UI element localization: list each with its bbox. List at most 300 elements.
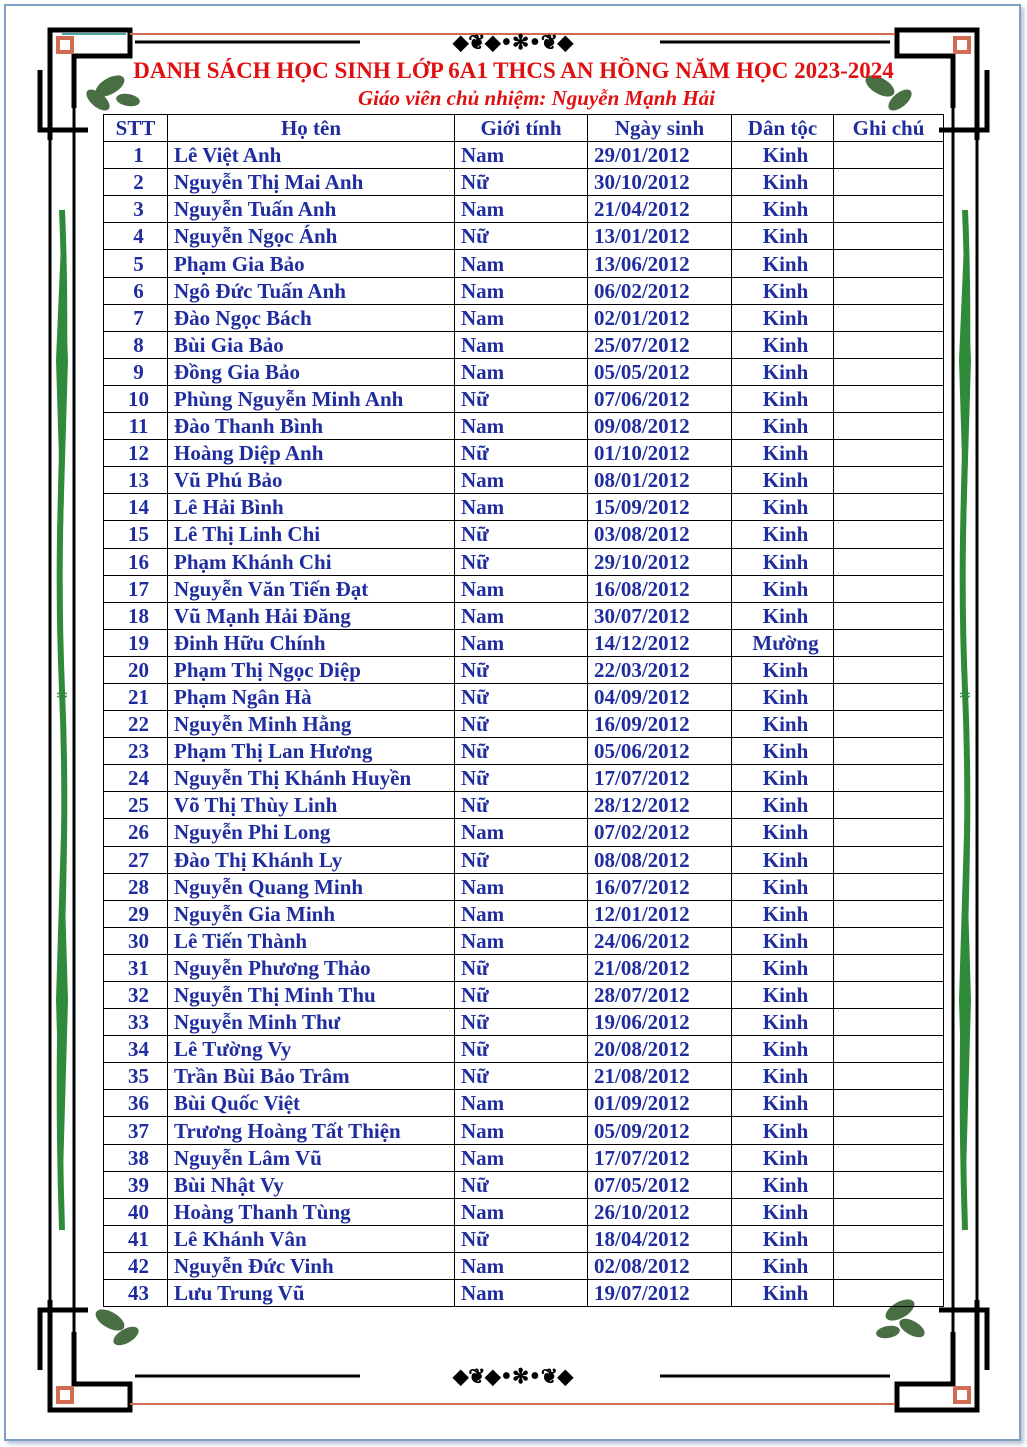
cell-ethnicity: Kinh (732, 711, 834, 738)
cell-stt: 19 (104, 629, 168, 656)
cell-stt: 3 (104, 196, 168, 223)
cell-full-name: Võ Thị Thùy Linh (168, 792, 455, 819)
table-row (104, 1036, 944, 1063)
cell-stt: 34 (104, 1036, 168, 1063)
cell-date-of-birth: 08/01/2012 (588, 467, 732, 494)
corner-ornament-bottom-right (897, 1300, 987, 1410)
cell-full-name: Lê Khánh Vân (168, 1225, 455, 1252)
cell-note (834, 711, 944, 738)
cell-ethnicity: Kinh (732, 846, 834, 873)
cell-full-name: Nguyễn Minh Hằng (168, 711, 455, 738)
table-row (104, 846, 944, 873)
cell-ethnicity: Kinh (732, 900, 834, 927)
table-row (104, 900, 944, 927)
cell-ethnicity: Kinh (732, 738, 834, 765)
header-gender: Giới tính (455, 115, 588, 142)
table-row (104, 1090, 944, 1117)
cell-full-name: Lê Tiến Thành (168, 927, 455, 954)
cell-ethnicity: Kinh (732, 494, 834, 521)
cell-gender: Nam (455, 358, 588, 385)
cell-stt: 13 (104, 467, 168, 494)
cell-date-of-birth: 05/05/2012 (588, 358, 732, 385)
cell-note (834, 954, 944, 981)
cell-ethnicity: Kinh (732, 358, 834, 385)
cell-gender: Nam (455, 250, 588, 277)
cell-date-of-birth: 24/06/2012 (588, 927, 732, 954)
cell-stt: 8 (104, 331, 168, 358)
table-row (104, 196, 944, 223)
table-row (104, 1280, 944, 1307)
cell-gender: Nữ (455, 223, 588, 250)
cell-ethnicity: Kinh (732, 1036, 834, 1063)
cell-full-name: Nguyễn Thị Mai Anh (168, 169, 455, 196)
table-row (104, 1171, 944, 1198)
cell-stt: 36 (104, 1090, 168, 1117)
cell-note (834, 250, 944, 277)
cell-full-name: Phạm Gia Bảo (168, 250, 455, 277)
cell-gender: Nam (455, 1117, 588, 1144)
cell-ethnicity: Kinh (732, 1225, 834, 1252)
cell-ethnicity: Kinh (732, 440, 834, 467)
table-row (104, 711, 944, 738)
cell-note (834, 1090, 944, 1117)
cell-stt: 21 (104, 683, 168, 710)
cell-full-name: Phạm Khánh Chi (168, 548, 455, 575)
cell-stt: 43 (104, 1280, 168, 1307)
cell-date-of-birth: 16/07/2012 (588, 873, 732, 900)
cell-full-name: Lê Thị Linh Chi (168, 521, 455, 548)
table-row (104, 250, 944, 277)
table-row (104, 521, 944, 548)
table-row (104, 223, 944, 250)
cell-full-name: Trần Bùi Bảo Trâm (168, 1063, 455, 1090)
cell-gender: Nữ (455, 521, 588, 548)
cell-gender: Nam (455, 1090, 588, 1117)
cell-date-of-birth: 01/10/2012 (588, 440, 732, 467)
cell-full-name: Phạm Thị Ngọc Diệp (168, 656, 455, 683)
cell-stt: 32 (104, 982, 168, 1009)
cell-date-of-birth: 05/06/2012 (588, 738, 732, 765)
cell-gender: Nữ (455, 1063, 588, 1090)
cell-ethnicity: Kinh (732, 602, 834, 629)
cell-ethnicity: Kinh (732, 982, 834, 1009)
table-row (104, 1063, 944, 1090)
cell-note (834, 223, 944, 250)
cell-gender: Nữ (455, 1225, 588, 1252)
cell-gender: Nữ (455, 440, 588, 467)
cell-full-name: Đào Ngọc Bách (168, 304, 455, 331)
cell-date-of-birth: 21/04/2012 (588, 196, 732, 223)
cell-full-name: Đào Thanh Bình (168, 413, 455, 440)
cell-date-of-birth: 07/02/2012 (588, 819, 732, 846)
cell-full-name: Nguyễn Lâm Vũ (168, 1144, 455, 1171)
cell-note (834, 873, 944, 900)
cell-note (834, 1280, 944, 1307)
cell-date-of-birth: 29/10/2012 (588, 548, 732, 575)
cell-gender: Nữ (455, 765, 588, 792)
cell-full-name: Nguyễn Minh Thư (168, 1009, 455, 1036)
table-body (104, 142, 944, 1307)
cell-stt: 2 (104, 169, 168, 196)
table-row (104, 602, 944, 629)
cell-date-of-birth: 07/05/2012 (588, 1171, 732, 1198)
cell-date-of-birth: 21/08/2012 (588, 954, 732, 981)
cell-ethnicity: Kinh (732, 250, 834, 277)
cell-note (834, 467, 944, 494)
cell-gender: Nam (455, 196, 588, 223)
cell-ethnicity: Kinh (732, 467, 834, 494)
cell-full-name: Trương Hoàng Tất Thiện (168, 1117, 455, 1144)
cell-full-name: Nguyễn Gia Minh (168, 900, 455, 927)
cell-full-name: Lê Tường Vy (168, 1036, 455, 1063)
table-row (104, 982, 944, 1009)
cell-full-name: Nguyễn Đức Vinh (168, 1252, 455, 1279)
table-row (104, 683, 944, 710)
cell-gender: Nữ (455, 385, 588, 412)
cell-full-name: Nguyễn Phương Thảo (168, 954, 455, 981)
cell-note (834, 738, 944, 765)
cell-date-of-birth: 19/06/2012 (588, 1009, 732, 1036)
cell-date-of-birth: 17/07/2012 (588, 765, 732, 792)
cell-full-name: Vũ Phú Bảo (168, 467, 455, 494)
cell-note (834, 927, 944, 954)
cell-date-of-birth: 09/08/2012 (588, 413, 732, 440)
cell-ethnicity: Kinh (732, 277, 834, 304)
cell-gender: Nam (455, 1252, 588, 1279)
cell-note (834, 629, 944, 656)
table-header-row (104, 115, 944, 142)
cell-gender: Nữ (455, 846, 588, 873)
table-row (104, 1117, 944, 1144)
cell-gender: Nữ (455, 1009, 588, 1036)
table-row (104, 548, 944, 575)
cell-stt: 24 (104, 765, 168, 792)
cell-stt: 41 (104, 1225, 168, 1252)
cell-ethnicity: Kinh (732, 223, 834, 250)
table-row (104, 1198, 944, 1225)
cell-gender: Nam (455, 467, 588, 494)
table-row (104, 765, 944, 792)
cell-stt: 37 (104, 1117, 168, 1144)
cell-stt: 17 (104, 575, 168, 602)
table-row (104, 169, 944, 196)
cell-note (834, 1009, 944, 1036)
cell-gender: Nữ (455, 738, 588, 765)
cell-date-of-birth: 16/09/2012 (588, 711, 732, 738)
cell-full-name: Hoàng Thanh Tùng (168, 1198, 455, 1225)
cell-gender: Nữ (455, 683, 588, 710)
table-row (104, 304, 944, 331)
cell-ethnicity: Kinh (732, 873, 834, 900)
cell-gender: Nam (455, 277, 588, 304)
cell-full-name: Nguyễn Phi Long (168, 819, 455, 846)
cell-stt: 18 (104, 602, 168, 629)
cell-date-of-birth: 15/09/2012 (588, 494, 732, 521)
cell-note (834, 1171, 944, 1198)
right-vine-ornament (958, 210, 971, 1230)
cell-note (834, 413, 944, 440)
cell-full-name: Nguyễn Thị Minh Thu (168, 982, 455, 1009)
cell-gender: Nữ (455, 1036, 588, 1063)
cell-note (834, 440, 944, 467)
cell-note (834, 1036, 944, 1063)
cell-full-name: Bùi Gia Bảo (168, 331, 455, 358)
table-row (104, 440, 944, 467)
cell-stt: 1 (104, 142, 168, 169)
cell-date-of-birth: 29/01/2012 (588, 142, 732, 169)
table-row (104, 629, 944, 656)
cell-date-of-birth: 06/02/2012 (588, 277, 732, 304)
cell-full-name: Lê Hải Bình (168, 494, 455, 521)
cell-ethnicity: Kinh (732, 1009, 834, 1036)
cell-note (834, 304, 944, 331)
cell-ethnicity: Kinh (732, 521, 834, 548)
cell-date-of-birth: 05/09/2012 (588, 1117, 732, 1144)
cell-note (834, 142, 944, 169)
cell-gender: Nam (455, 1144, 588, 1171)
table-row (104, 413, 944, 440)
table-row (104, 358, 944, 385)
cell-full-name: Ngô Đức Tuấn Anh (168, 277, 455, 304)
cell-note (834, 385, 944, 412)
cell-stt: 28 (104, 873, 168, 900)
cell-ethnicity: Kinh (732, 1252, 834, 1279)
cell-stt: 40 (104, 1198, 168, 1225)
table-row (104, 494, 944, 521)
table-row (104, 1144, 944, 1171)
cell-full-name: Bùi Nhật Vy (168, 1171, 455, 1198)
cell-note (834, 1252, 944, 1279)
svg-text:≈: ≈ (958, 685, 972, 704)
cell-date-of-birth: 30/07/2012 (588, 602, 732, 629)
cell-ethnicity: Kinh (732, 1117, 834, 1144)
cell-ethnicity: Kinh (732, 142, 834, 169)
cell-stt: 14 (104, 494, 168, 521)
cell-full-name: Đinh Hữu Chính (168, 629, 455, 656)
table-row (104, 873, 944, 900)
cell-ethnicity: Kinh (732, 413, 834, 440)
table-row (104, 575, 944, 602)
cell-note (834, 1198, 944, 1225)
top-edge-ornament (130, 30, 895, 54)
cell-stt: 7 (104, 304, 168, 331)
cell-gender: Nam (455, 142, 588, 169)
cell-stt: 25 (104, 792, 168, 819)
cell-gender: Nam (455, 602, 588, 629)
table-row (104, 1252, 944, 1279)
cell-note (834, 765, 944, 792)
cell-gender: Nữ (455, 954, 588, 981)
cell-full-name: Lưu Trung Vũ (168, 1280, 455, 1307)
cell-date-of-birth: 03/08/2012 (588, 521, 732, 548)
cell-ethnicity: Kinh (732, 196, 834, 223)
cell-full-name: Phùng Nguyễn Minh Anh (168, 385, 455, 412)
cell-note (834, 169, 944, 196)
header-note: Ghi chú (834, 115, 944, 142)
header-full-name: Họ tên (168, 115, 455, 142)
table-row (104, 142, 944, 169)
cell-date-of-birth: 22/03/2012 (588, 656, 732, 683)
table-row (104, 385, 944, 412)
cell-gender: Nam (455, 629, 588, 656)
cell-gender: Nam (455, 413, 588, 440)
cell-gender: Nữ (455, 711, 588, 738)
cell-gender: Nữ (455, 169, 588, 196)
cell-date-of-birth: 16/08/2012 (588, 575, 732, 602)
cell-ethnicity: Kinh (732, 331, 834, 358)
cell-date-of-birth: 13/06/2012 (588, 250, 732, 277)
cell-note (834, 1117, 944, 1144)
cell-ethnicity: Kinh (732, 819, 834, 846)
cell-date-of-birth: 17/07/2012 (588, 1144, 732, 1171)
cell-date-of-birth: 01/09/2012 (588, 1090, 732, 1117)
cell-note (834, 982, 944, 1009)
cell-stt: 5 (104, 250, 168, 277)
cell-date-of-birth: 07/06/2012 (588, 385, 732, 412)
cell-full-name: Lê Việt Anh (168, 142, 455, 169)
cell-stt: 35 (104, 1063, 168, 1090)
homeroom-teacher-subtitle: Giáo viên chủ nhiệm: Nguyễn Mạnh Hải (357, 86, 716, 110)
header-date-of-birth: Ngày sinh (588, 115, 732, 142)
cell-gender: Nam (455, 819, 588, 846)
cell-date-of-birth: 18/04/2012 (588, 1225, 732, 1252)
table-row (104, 954, 944, 981)
cell-full-name: Phạm Ngân Hà (168, 683, 455, 710)
cell-full-name: Nguyễn Tuấn Anh (168, 196, 455, 223)
cell-ethnicity: Kinh (732, 385, 834, 412)
cell-ethnicity: Mường (732, 629, 834, 656)
cell-full-name: Nguyễn Quang Minh (168, 873, 455, 900)
left-vine-ornament (55, 210, 68, 1230)
cell-ethnicity: Kinh (732, 765, 834, 792)
cell-date-of-birth: 25/07/2012 (588, 331, 732, 358)
document-title: DANH SÁCH HỌC SINH LỚP 6A1 THCS AN HỒNG NĂM HỌC 2023-2024 (133, 58, 894, 83)
header-stt: STT (104, 115, 168, 142)
cell-stt: 30 (104, 927, 168, 954)
cell-note (834, 575, 944, 602)
table-row (104, 467, 944, 494)
bottom-edge-ornament (130, 1364, 895, 1404)
cell-full-name: Đồng Gia Bảo (168, 358, 455, 385)
cell-note (834, 683, 944, 710)
cell-stt: 20 (104, 656, 168, 683)
cell-date-of-birth: 13/01/2012 (588, 223, 732, 250)
cell-ethnicity: Kinh (732, 927, 834, 954)
cell-ethnicity: Kinh (732, 169, 834, 196)
cell-gender: Nam (455, 494, 588, 521)
table-row (104, 656, 944, 683)
svg-text:◆❦◆•✻•❦◆: ◆❦◆•✻•❦◆ (452, 30, 574, 54)
cell-stt: 9 (104, 358, 168, 385)
cell-date-of-birth: 02/01/2012 (588, 304, 732, 331)
cell-date-of-birth: 30/10/2012 (588, 169, 732, 196)
cell-stt: 4 (104, 223, 168, 250)
cell-note (834, 494, 944, 521)
cell-stt: 27 (104, 846, 168, 873)
table-row (104, 277, 944, 304)
cell-date-of-birth: 21/08/2012 (588, 1063, 732, 1090)
cell-date-of-birth: 04/09/2012 (588, 683, 732, 710)
cell-date-of-birth: 20/08/2012 (588, 1036, 732, 1063)
cell-note (834, 1225, 944, 1252)
cell-gender: Nữ (455, 982, 588, 1009)
cell-date-of-birth: 12/01/2012 (588, 900, 732, 927)
cell-full-name: Hoàng Diệp Anh (168, 440, 455, 467)
cell-gender: Nam (455, 900, 588, 927)
cell-full-name: Bùi Quốc Việt (168, 1090, 455, 1117)
cell-stt: 12 (104, 440, 168, 467)
cell-gender: Nữ (455, 656, 588, 683)
cell-date-of-birth: 28/07/2012 (588, 982, 732, 1009)
leaf-sprig-bottom-left (92, 1305, 141, 1349)
cell-note (834, 521, 944, 548)
cell-ethnicity: Kinh (732, 1063, 834, 1090)
cell-gender: Nam (455, 1198, 588, 1225)
cell-stt: 23 (104, 738, 168, 765)
cell-note (834, 548, 944, 575)
cell-gender: Nam (455, 304, 588, 331)
cell-gender: Nữ (455, 1171, 588, 1198)
cell-gender: Nữ (455, 792, 588, 819)
cell-stt: 31 (104, 954, 168, 981)
header-ethnicity: Dân tộc (732, 115, 834, 142)
cell-gender: Nữ (455, 548, 588, 575)
cell-note (834, 358, 944, 385)
svg-text:◆❦◆•✻•❦◆: ◆❦◆•✻•❦◆ (452, 1364, 574, 1388)
cell-gender: Nam (455, 873, 588, 900)
cell-full-name: Nguyễn Văn Tiến Đạt (168, 575, 455, 602)
table-row (104, 792, 944, 819)
cell-date-of-birth: 28/12/2012 (588, 792, 732, 819)
cell-full-name: Nguyễn Ngọc Ánh (168, 223, 455, 250)
cell-note (834, 846, 944, 873)
cell-full-name: Đào Thị Khánh Ly (168, 846, 455, 873)
cell-stt: 16 (104, 548, 168, 575)
table-row (104, 738, 944, 765)
cell-note (834, 602, 944, 629)
cell-note (834, 1144, 944, 1171)
cell-ethnicity: Kinh (732, 683, 834, 710)
cell-ethnicity: Kinh (732, 954, 834, 981)
cell-full-name: Phạm Thị Lan Hương (168, 738, 455, 765)
cell-stt: 26 (104, 819, 168, 846)
cell-stt: 39 (104, 1171, 168, 1198)
cell-full-name: Nguyễn Thị Khánh Huyền (168, 765, 455, 792)
cell-gender: Nam (455, 331, 588, 358)
cell-full-name: Vũ Mạnh Hải Đăng (168, 602, 455, 629)
cell-date-of-birth: 08/08/2012 (588, 846, 732, 873)
table-row (104, 819, 944, 846)
cell-stt: 22 (104, 711, 168, 738)
cell-ethnicity: Kinh (732, 792, 834, 819)
cell-stt: 29 (104, 900, 168, 927)
cell-date-of-birth: 14/12/2012 (588, 629, 732, 656)
table-row (104, 927, 944, 954)
cell-note (834, 656, 944, 683)
cell-note (834, 1063, 944, 1090)
cell-gender: Nam (455, 1280, 588, 1307)
cell-stt: 11 (104, 413, 168, 440)
cell-ethnicity: Kinh (732, 1144, 834, 1171)
cell-ethnicity: Kinh (732, 1090, 834, 1117)
cell-ethnicity: Kinh (732, 656, 834, 683)
cell-ethnicity: Kinh (732, 1280, 834, 1307)
cell-ethnicity: Kinh (732, 1198, 834, 1225)
cell-ethnicity: Kinh (732, 1171, 834, 1198)
cell-ethnicity: Kinh (732, 304, 834, 331)
cell-stt: 38 (104, 1144, 168, 1171)
cell-ethnicity: Kinh (732, 548, 834, 575)
